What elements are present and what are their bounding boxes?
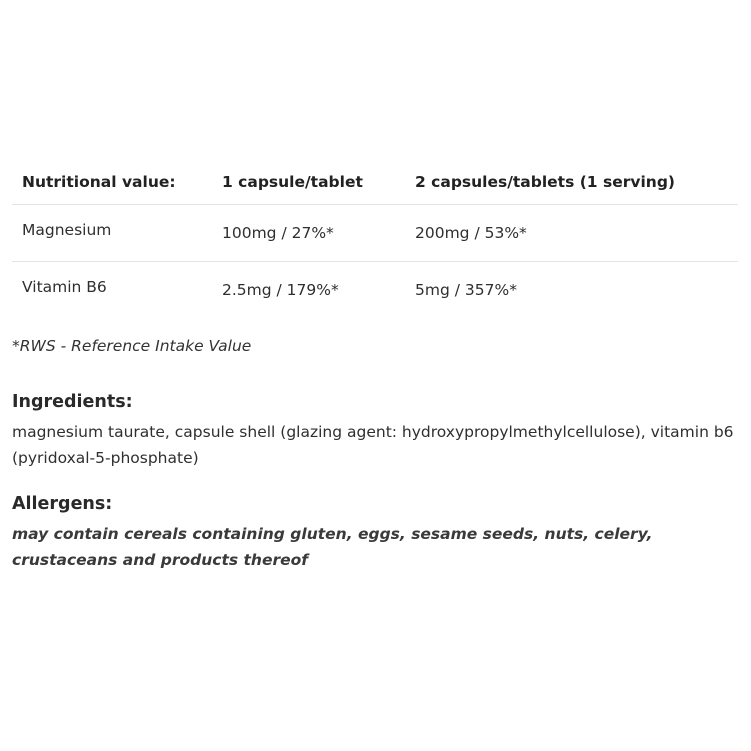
nutrient-name: Magnesium bbox=[12, 205, 212, 262]
header-one-capsule: 1 capsule/tablet bbox=[212, 162, 405, 205]
nutrition-table bbox=[12, 162, 738, 318]
footnote: *RWS - Reference Intake Value bbox=[12, 337, 252, 355]
table-header-row bbox=[12, 162, 738, 205]
header-nutritional-value: Nutritional value: bbox=[12, 162, 212, 205]
table-row-magnesium bbox=[12, 205, 738, 262]
nutrient-per-serving: 200mg / 53%* bbox=[405, 205, 738, 262]
header-two-capsules: 2 capsules/tablets (1 serving) bbox=[405, 162, 738, 205]
nutrient-name: Vitamin B6 bbox=[22, 278, 107, 296]
table-row-vitamin-b6 bbox=[12, 262, 738, 319]
ingredients-text: magnesium taurate, capsule shell (glazing agent: hydroxypropylmethylcellulose), vitamin b6 (pyridoxal-5-phosphate) bbox=[12, 423, 734, 467]
product-info bbox=[12, 162, 738, 573]
nutrient-per-serving: 5mg / 357%* bbox=[415, 281, 517, 299]
ingredients-heading: Ingredients: bbox=[12, 392, 133, 412]
allergens-text: may contain cereals containing gluten, eggs, sesame seeds, nuts, celery, crustaceans and products thereof bbox=[12, 525, 653, 569]
allergens-heading: Allergens: bbox=[12, 494, 113, 514]
nutrient-per-unit: 100mg / 27%* bbox=[212, 205, 405, 262]
nutrient-per-unit: 2.5mg / 179%* bbox=[222, 281, 339, 299]
